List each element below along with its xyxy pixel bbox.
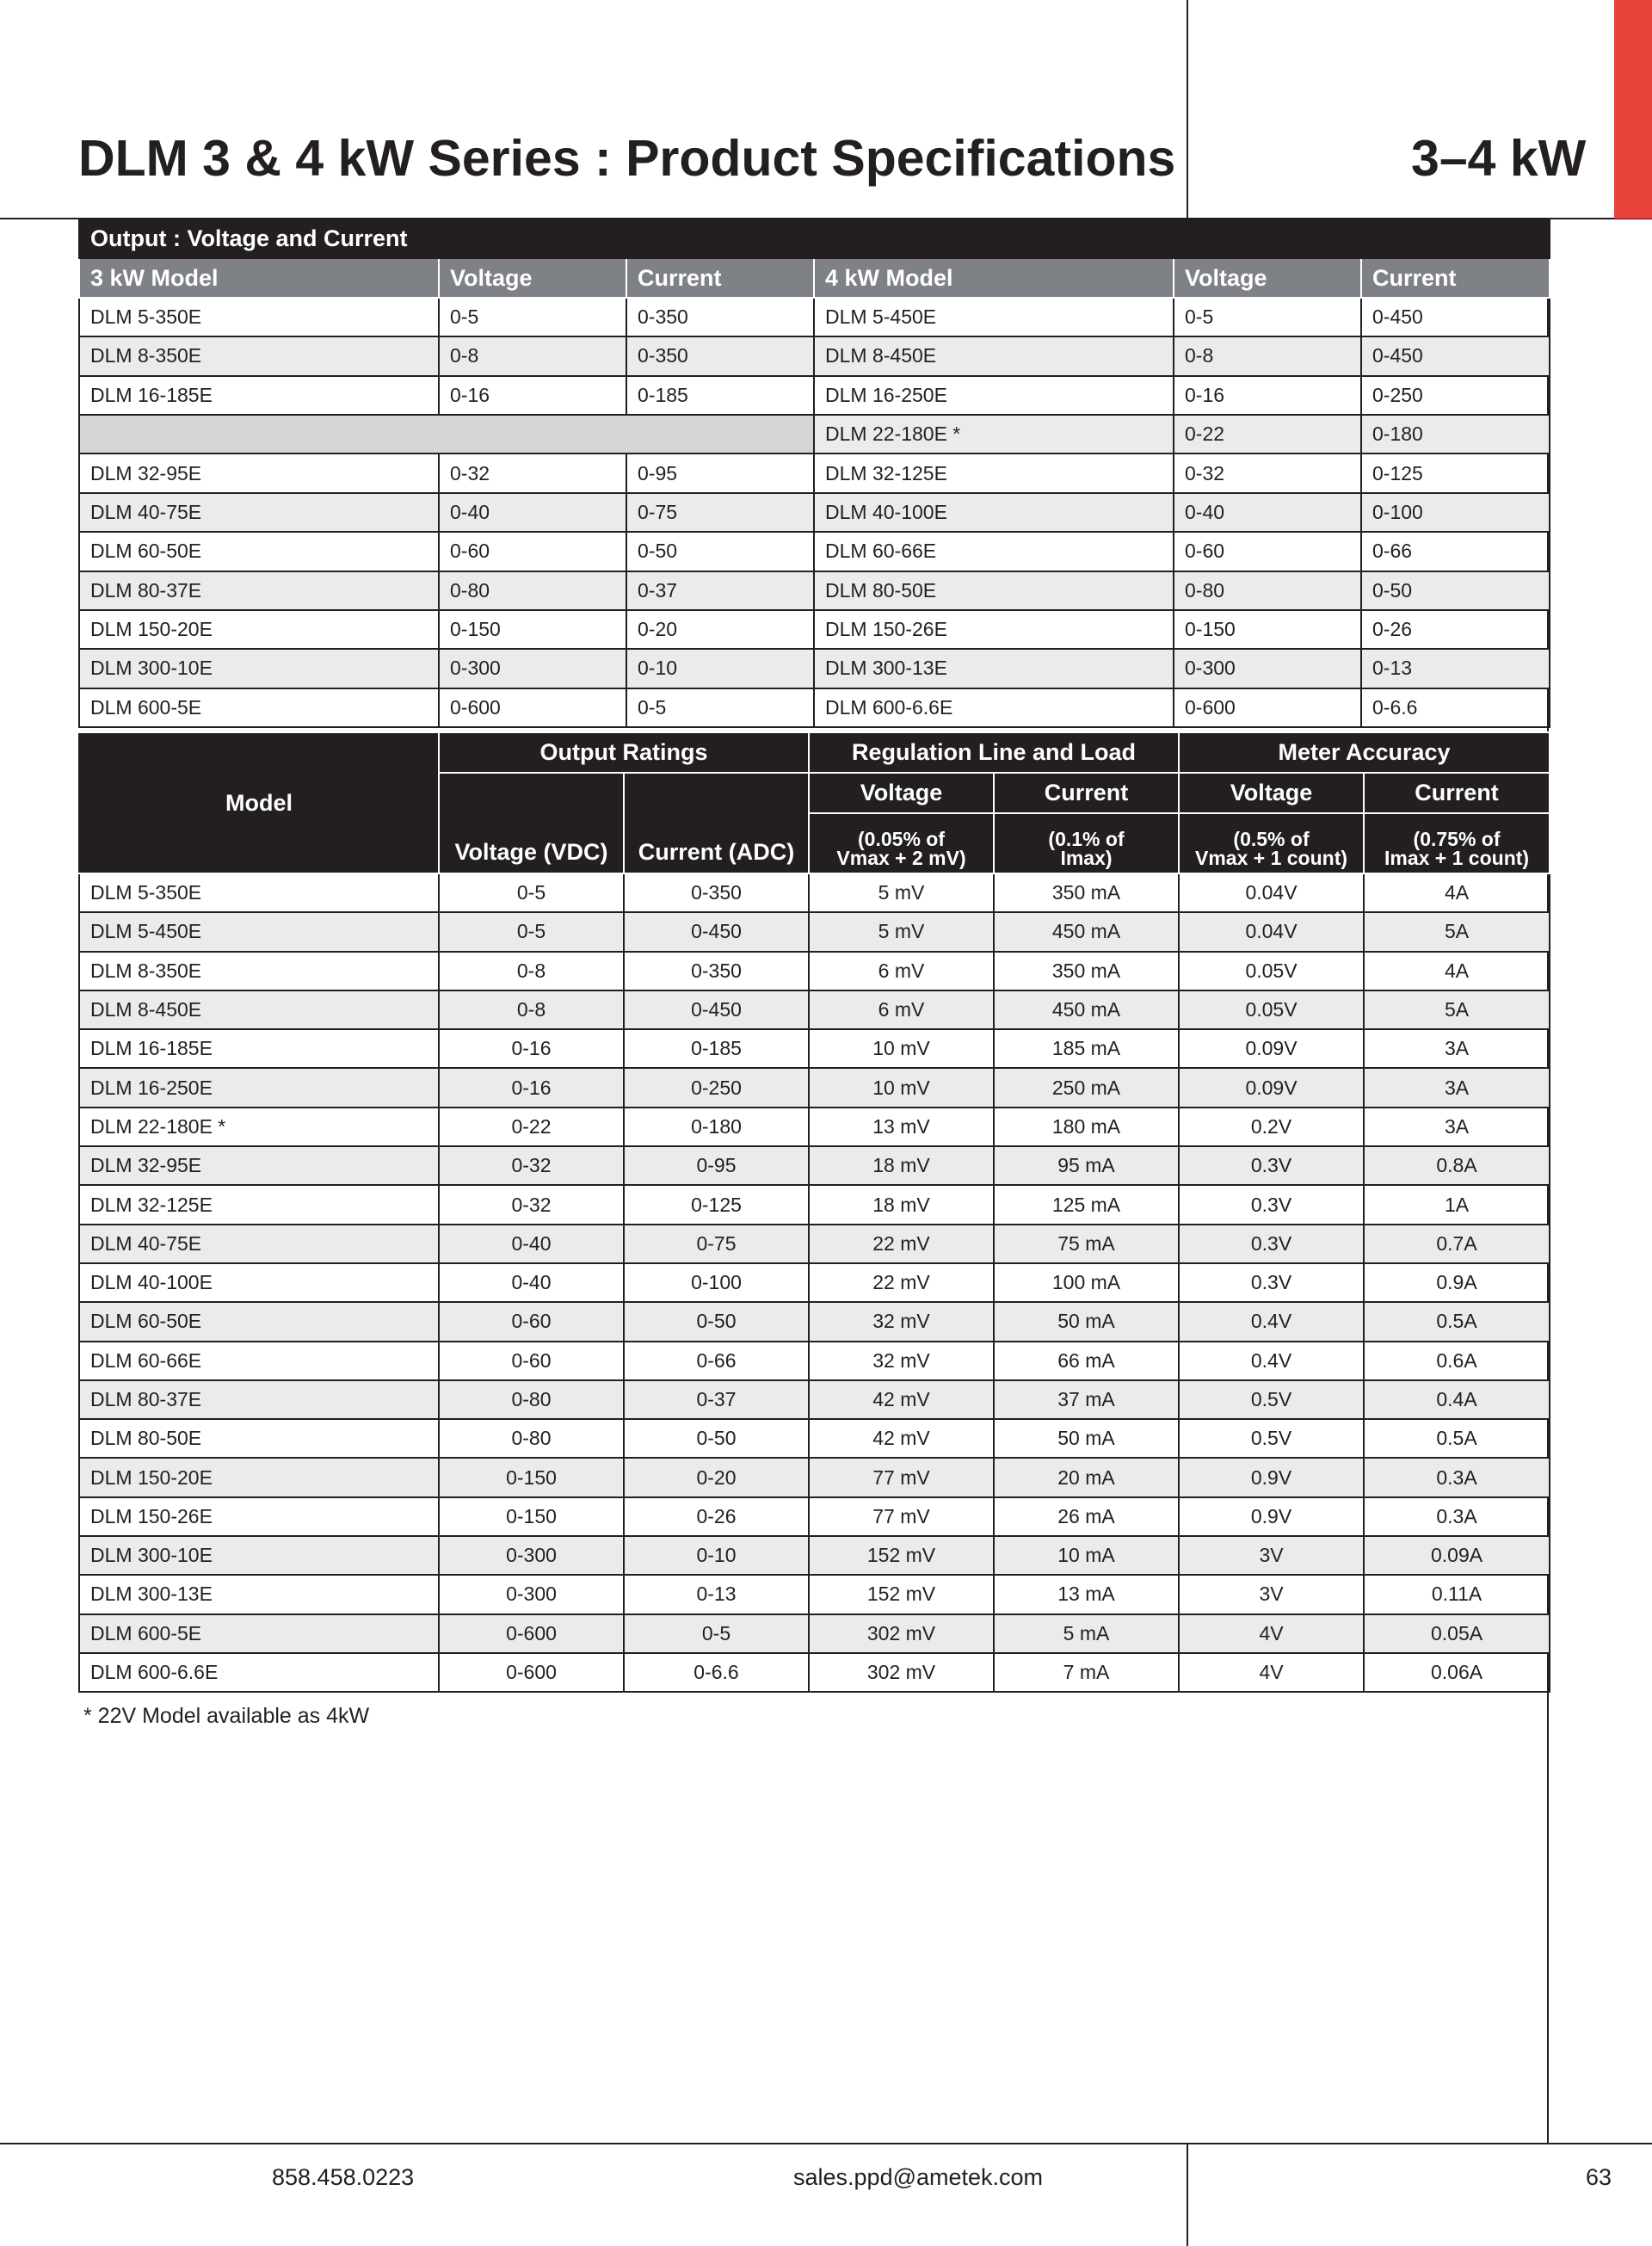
note-line: (0.5% of: [1233, 828, 1310, 850]
table-cell: 3V: [1179, 1536, 1364, 1575]
table-cell: DLM 8-350E: [79, 336, 439, 375]
table-cell: DLM 16-185E: [79, 1029, 439, 1068]
table-cell: 0-16: [439, 1029, 624, 1068]
table-cell: DLM 5-350E: [79, 873, 439, 912]
table-cell: 0.09V: [1179, 1029, 1364, 1068]
table-row: [79, 1497, 1550, 1536]
column-header: Current: [1361, 258, 1550, 297]
table-cell: 0-13: [624, 1575, 809, 1614]
table-row: [79, 493, 1550, 532]
table-cell: 0-50: [1361, 571, 1550, 610]
table-cell: 0.3V: [1179, 1225, 1364, 1263]
table-row: [79, 1108, 1550, 1146]
group-header-regulation: Regulation Line and Load: [809, 732, 1179, 773]
table-row: [79, 1302, 1550, 1341]
table-cell: 0.5V: [1179, 1380, 1364, 1419]
table-cell: DLM 5-450E: [814, 298, 1174, 336]
table-cell: 450 mA: [994, 990, 1179, 1029]
table-cell: DLM 32-95E: [79, 454, 439, 492]
table-cell: 0.3A: [1364, 1458, 1550, 1496]
table-cell: DLM 300-13E: [79, 1575, 439, 1614]
table-row: [79, 1575, 1550, 1614]
table-cell: 0-8: [439, 336, 626, 375]
table-cell: 3A: [1364, 1068, 1550, 1107]
table-cell: 0-32: [439, 1185, 624, 1224]
regulation-current-note: [994, 813, 1179, 873]
table-cell: 0-50: [624, 1302, 809, 1341]
table-cell: 0-125: [1361, 454, 1550, 492]
table-cell: 4A: [1364, 873, 1550, 912]
table-cell: 180 mA: [994, 1108, 1179, 1146]
table-cell: 0-350: [624, 952, 809, 990]
table-cell: 125 mA: [994, 1185, 1179, 1224]
footer-rule: [0, 2143, 1652, 2144]
table-cell: 0-10: [626, 649, 814, 688]
table-cell: DLM 80-37E: [79, 571, 439, 610]
table-cell: 0-6.6: [624, 1653, 809, 1692]
table-cell: 0-32: [439, 1146, 624, 1185]
table-cell: 0-80: [1174, 571, 1361, 610]
table-cell: 0-80: [439, 1419, 624, 1458]
table-cell: 0.8A: [1364, 1146, 1550, 1185]
table-cell: 0-250: [1361, 376, 1550, 415]
table-cell: DLM 40-100E: [814, 493, 1174, 532]
table-cell: 0-95: [624, 1146, 809, 1185]
table-cell: DLM 60-50E: [79, 532, 439, 571]
table-cell: 0-600: [439, 1614, 624, 1653]
table-row: [79, 1614, 1550, 1653]
table-cell: DLM 600-6.6E: [814, 688, 1174, 727]
output-voltage-header: Voltage (VDC): [439, 773, 624, 873]
table-row: [79, 1380, 1550, 1419]
table-cell: 0-16: [439, 1068, 624, 1107]
table-cell: 0-300: [439, 1575, 624, 1614]
table-row: [79, 376, 1550, 415]
table-cell: 20 mA: [994, 1458, 1179, 1496]
header-divider: [1187, 0, 1188, 219]
table-cell: 0.09A: [1364, 1536, 1550, 1575]
table-row: [79, 1146, 1550, 1185]
table-cell: DLM 80-50E: [814, 571, 1174, 610]
table-row: [79, 1536, 1550, 1575]
table-cell: 0-350: [626, 298, 814, 336]
column-header: 3 kW Model: [79, 258, 439, 297]
table-cell: 0-40: [439, 493, 626, 532]
table-cell: 0.3V: [1179, 1146, 1364, 1185]
table-cell: 0-60: [439, 1302, 624, 1341]
table-cell: DLM 80-50E: [79, 1419, 439, 1458]
table-cell: 22 mV: [809, 1225, 994, 1263]
table-row: [79, 454, 1550, 492]
table-cell: 6 mV: [809, 952, 994, 990]
table-cell: 75 mA: [994, 1225, 1179, 1263]
table-cell: 0-37: [626, 571, 814, 610]
meter-current-header: Current: [1364, 773, 1550, 813]
note-line: Vmax + 2 mV): [836, 847, 966, 869]
table-cell: 0.6A: [1364, 1342, 1550, 1380]
table-cell: 22 mV: [809, 1263, 994, 1302]
section-label: 3–4 kW: [1411, 130, 1587, 187]
table-cell: DLM 40-75E: [79, 1225, 439, 1263]
table-cell: 0-20: [624, 1458, 809, 1496]
table-cell: 0-450: [624, 990, 809, 1029]
table-cell: 302 mV: [809, 1653, 994, 1692]
table-cell: 4V: [1179, 1614, 1364, 1653]
table-cell: 0-5: [439, 298, 626, 336]
table-cell: 0-8: [439, 990, 624, 1029]
table-cell: 0-13: [1361, 649, 1550, 688]
output-current-header: Current (ADC): [624, 773, 809, 873]
footnote: * 22V Model available as 4kW: [83, 1704, 370, 1728]
note-line: (0.1% of: [1048, 828, 1125, 850]
table-cell: DLM 22-180E *: [814, 415, 1174, 454]
table-row: [79, 990, 1550, 1029]
table-cell: 0-50: [624, 1419, 809, 1458]
table-cell: 0.05V: [1179, 990, 1364, 1029]
table-cell: 152 mV: [809, 1575, 994, 1614]
table-cell: 0.7A: [1364, 1225, 1550, 1263]
table-cell: 77 mV: [809, 1458, 994, 1496]
table-cell: 152 mV: [809, 1536, 994, 1575]
table-row: [79, 298, 1550, 336]
table-cell: 0-95: [626, 454, 814, 492]
table-cell: 5 mA: [994, 1614, 1179, 1653]
table-row: [79, 1029, 1550, 1068]
table-row: [79, 1458, 1550, 1496]
table-cell: 0-80: [439, 571, 626, 610]
table-cell: 0-5: [624, 1614, 809, 1653]
table-cell: DLM 60-66E: [79, 1342, 439, 1380]
table-cell: DLM 32-95E: [79, 1146, 439, 1185]
table-cell: 0-6.6: [1361, 688, 1550, 727]
table-cell: 32 mV: [809, 1302, 994, 1341]
table-cell: 5A: [1364, 912, 1550, 951]
footer-email[interactable]: sales.ppd@ametek.com: [793, 2164, 1044, 2190]
table-cell: 42 mV: [809, 1380, 994, 1419]
table-cell: DLM 300-10E: [79, 1536, 439, 1575]
table-cell: 0.2V: [1179, 1108, 1364, 1146]
table-cell: 0-66: [1361, 532, 1550, 571]
table-cell: 0-350: [624, 873, 809, 912]
table-cell: DLM 16-250E: [79, 1068, 439, 1107]
table-cell: 0-22: [439, 1108, 624, 1146]
table-cell: 50 mA: [994, 1419, 1179, 1458]
table-cell: DLM 150-20E: [79, 610, 439, 649]
table-cell: 0-40: [439, 1263, 624, 1302]
table-cell: DLM 600-5E: [79, 688, 439, 727]
table-cell: 0.3A: [1364, 1497, 1550, 1536]
table-cell: 0-22: [1174, 415, 1361, 454]
table-cell: 0.06A: [1364, 1653, 1550, 1692]
table-cell: 6 mV: [809, 990, 994, 1029]
meter-voltage-header: Voltage: [1179, 773, 1364, 813]
table-cell: DLM 300-10E: [79, 649, 439, 688]
table-cell: DLM 32-125E: [814, 454, 1174, 492]
table-row: [79, 688, 1550, 727]
table-cell: 5 mV: [809, 873, 994, 912]
table-cell: 350 mA: [994, 952, 1179, 990]
table-cell: 0-16: [439, 376, 626, 415]
table-cell: DLM 32-125E: [79, 1185, 439, 1224]
table-cell: DLM 16-250E: [814, 376, 1174, 415]
table-row: [79, 571, 1550, 610]
table-cell: 0-600: [439, 688, 626, 727]
table-cell: 0-150: [1174, 610, 1361, 649]
table-cell: 18 mV: [809, 1185, 994, 1224]
table-cell: 0.05V: [1179, 952, 1364, 990]
table-cell: 0-8: [439, 952, 624, 990]
specifications-table: [78, 731, 1550, 1693]
column-header: Voltage: [439, 258, 626, 297]
table-cell: 0-5: [1174, 298, 1361, 336]
table-row: [79, 649, 1550, 688]
group-header-meter-accuracy: Meter Accuracy: [1179, 732, 1550, 773]
table-cell: 0.9V: [1179, 1497, 1364, 1536]
table-cell: 0.09V: [1179, 1068, 1364, 1107]
column-header: Current: [626, 258, 814, 297]
table-row: [79, 1263, 1550, 1302]
table-cell: DLM 5-350E: [79, 298, 439, 336]
table-cell: DLM 60-66E: [814, 532, 1174, 571]
table-cell: 50 mA: [994, 1302, 1179, 1341]
table-cell: 10 mA: [994, 1536, 1179, 1575]
table-cell: 0-60: [1174, 532, 1361, 571]
table-cell: DLM 40-75E: [79, 493, 439, 532]
table-cell: 18 mV: [809, 1146, 994, 1185]
note-line: Vmax + 1 count): [1195, 847, 1348, 869]
table-cell: 0-5: [626, 688, 814, 727]
table-cell: DLM 80-37E: [79, 1380, 439, 1419]
table-cell: 0.04V: [1179, 873, 1364, 912]
table-row: [79, 532, 1550, 571]
table-cell: DLM 16-185E: [79, 376, 439, 415]
table-row: [79, 1419, 1550, 1458]
table-cell: 0-180: [624, 1108, 809, 1146]
table-cell: 0-37: [624, 1380, 809, 1419]
table-cell: 302 mV: [809, 1614, 994, 1653]
table-cell: DLM 8-450E: [814, 336, 1174, 375]
group-header-output-ratings: Output Ratings: [439, 732, 809, 773]
table-cell: 32 mV: [809, 1342, 994, 1380]
table-cell: 350 mA: [994, 873, 1179, 912]
table-cell: 0-8: [1174, 336, 1361, 375]
table-cell: 3A: [1364, 1108, 1550, 1146]
note-line: Imax + 1 count): [1384, 847, 1530, 869]
table-cell: 0-450: [1361, 336, 1550, 375]
table-cell: 0.4V: [1179, 1302, 1364, 1341]
table-cell: DLM 5-450E: [79, 912, 439, 951]
table-cell: 37 mA: [994, 1380, 1179, 1419]
page-title: DLM 3 & 4 kW Series : Product Specifications: [78, 130, 1176, 187]
table-row: [79, 610, 1550, 649]
table-cell: 0.3V: [1179, 1185, 1364, 1224]
note-line: (0.05% of: [858, 828, 945, 850]
table-cell: 0.04V: [1179, 912, 1364, 951]
table-cell: 0-75: [626, 493, 814, 532]
table-caption: Output : Voltage and Current: [79, 219, 1550, 258]
table-cell: 3A: [1364, 1029, 1550, 1068]
table-cell: 7 mA: [994, 1653, 1179, 1692]
table-cell: 100 mA: [994, 1263, 1179, 1302]
table-cell: DLM 8-350E: [79, 952, 439, 990]
table-row: [79, 952, 1550, 990]
table-cell: 0-75: [624, 1225, 809, 1263]
table-cell: 0-80: [439, 1380, 624, 1419]
table-cell: DLM 8-450E: [79, 990, 439, 1029]
table-cell: 26 mA: [994, 1497, 1179, 1536]
table-cell: 0-600: [1174, 688, 1361, 727]
table-cell: 0-50: [626, 532, 814, 571]
note-line: (0.75% of: [1413, 828, 1501, 850]
table-cell: 0.5A: [1364, 1419, 1550, 1458]
table-cell: 450 mA: [994, 912, 1179, 951]
table-cell: 0-185: [626, 376, 814, 415]
output-voltage-current-table: [78, 219, 1550, 728]
table-cell: 0-10: [624, 1536, 809, 1575]
table-cell: 0-5: [439, 873, 624, 912]
table-cell: DLM 150-26E: [814, 610, 1174, 649]
table-cell: DLM 40-100E: [79, 1263, 439, 1302]
table-cell: 0.3V: [1179, 1263, 1364, 1302]
regulation-voltage-note: [809, 813, 994, 873]
table-row: [79, 912, 1550, 951]
table-cell: 0.5A: [1364, 1302, 1550, 1341]
table-cell: 0-450: [624, 912, 809, 951]
table-cell: 0.5V: [1179, 1419, 1364, 1458]
table-cell: 0-40: [1174, 493, 1361, 532]
table-cell: 0.9V: [1179, 1458, 1364, 1496]
table-cell: 0-100: [624, 1263, 809, 1302]
table-cell: 0-250: [624, 1068, 809, 1107]
table-cell: 0-300: [1174, 649, 1361, 688]
table-cell: DLM 22-180E *: [79, 1108, 439, 1146]
model-column-header: Model: [79, 732, 439, 873]
table-row: [79, 415, 1550, 454]
table-cell: 95 mA: [994, 1146, 1179, 1185]
page-number: 63: [1586, 2164, 1612, 2190]
table-cell: DLM 150-26E: [79, 1497, 439, 1536]
table-cell: 0-180: [1361, 415, 1550, 454]
table-cell: 4V: [1179, 1653, 1364, 1692]
regulation-current-header: Current: [994, 773, 1179, 813]
meter-current-note: [1364, 813, 1550, 873]
regulation-voltage-header: Voltage: [809, 773, 994, 813]
table-row: [79, 1225, 1550, 1263]
table-cell: 0-150: [439, 610, 626, 649]
table-cell: DLM 600-5E: [79, 1614, 439, 1653]
table-cell: 0-60: [439, 532, 626, 571]
table-row: [79, 1185, 1550, 1224]
table-cell: 0.05A: [1364, 1614, 1550, 1653]
table-cell: 3V: [1179, 1575, 1364, 1614]
table-cell: 0-32: [439, 454, 626, 492]
table-cell: 0-300: [439, 1536, 624, 1575]
table-cell: 10 mV: [809, 1068, 994, 1107]
table-cell: 0-40: [439, 1225, 624, 1263]
table-cell: 0-100: [1361, 493, 1550, 532]
table-cell: 0-20: [626, 610, 814, 649]
table-cell: 0-450: [1361, 298, 1550, 336]
table-cell: 5 mV: [809, 912, 994, 951]
table-cell: 0-26: [624, 1497, 809, 1536]
table-cell: 0.4A: [1364, 1380, 1550, 1419]
table-cell: 0.9A: [1364, 1263, 1550, 1302]
table-cell: 0-150: [439, 1497, 624, 1536]
table-cell: 0-26: [1361, 610, 1550, 649]
column-header: 4 kW Model: [814, 258, 1174, 297]
table-cell: 66 mA: [994, 1342, 1179, 1380]
table-cell: 5A: [1364, 990, 1550, 1029]
note-line: Imax): [1060, 847, 1113, 869]
table-row: [79, 336, 1550, 375]
table-cell: 250 mA: [994, 1068, 1179, 1107]
table-cell: 0-16: [1174, 376, 1361, 415]
table-cell: DLM 600-6.6E: [79, 1653, 439, 1692]
table-cell: DLM 150-20E: [79, 1458, 439, 1496]
footer-phone: 858.458.0223: [272, 2164, 415, 2190]
table-cell: 0-5: [439, 912, 624, 951]
table-row: [79, 1068, 1550, 1107]
table-cell: 77 mV: [809, 1497, 994, 1536]
table-cell: 0-32: [1174, 454, 1361, 492]
empty-cell: [79, 415, 814, 454]
table-cell: 185 mA: [994, 1029, 1179, 1068]
table-cell: 4A: [1364, 952, 1550, 990]
table-row: [79, 873, 1550, 912]
table-cell: 0.11A: [1364, 1575, 1550, 1614]
table-cell: 0-150: [439, 1458, 624, 1496]
column-header: Voltage: [1174, 258, 1361, 297]
table-cell: 0-125: [624, 1185, 809, 1224]
table-row: [79, 1653, 1550, 1692]
table-cell: 0-66: [624, 1342, 809, 1380]
table-row: [79, 1342, 1550, 1380]
table-cell: 10 mV: [809, 1029, 994, 1068]
table-cell: 0-600: [439, 1653, 624, 1692]
section-color-tab: [1614, 0, 1652, 219]
table-cell: DLM 300-13E: [814, 649, 1174, 688]
table-cell: 0.4V: [1179, 1342, 1364, 1380]
table-cell: 0-300: [439, 649, 626, 688]
table-cell: 13 mV: [809, 1108, 994, 1146]
table-cell: DLM 60-50E: [79, 1302, 439, 1341]
table-cell: 1A: [1364, 1185, 1550, 1224]
table-cell: 0-60: [439, 1342, 624, 1380]
table-cell: 0-350: [626, 336, 814, 375]
table-cell: 0-185: [624, 1029, 809, 1068]
table-cell: 42 mV: [809, 1419, 994, 1458]
footer-divider: [1187, 2143, 1188, 2246]
table-cell: 13 mA: [994, 1575, 1179, 1614]
meter-voltage-note: [1179, 813, 1364, 873]
